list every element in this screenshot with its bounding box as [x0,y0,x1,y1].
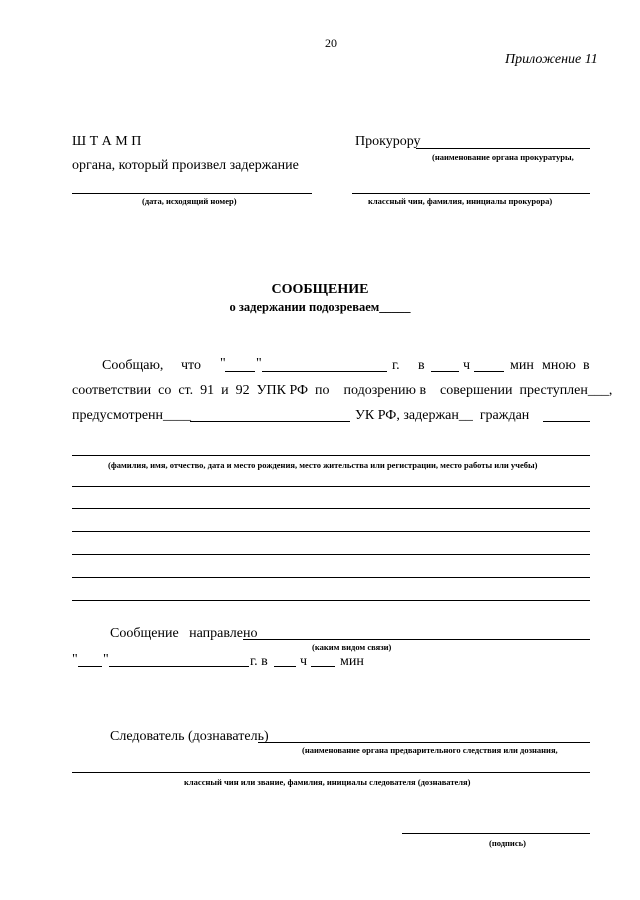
appendix-label: Приложение 11 [505,52,598,67]
prosecutor-caption-name: классный чин, фамилия, инициалы прокурора) [368,196,553,206]
word-v: в [418,358,425,373]
word-soobshchayu: Сообщаю, [102,358,164,373]
stamp-date-line [72,193,312,194]
stamp-title: Ш Т А М П [72,134,142,149]
signature-line[interactable] [402,833,590,834]
word-g: г. [392,358,400,373]
word-v2: в [583,358,590,373]
sent-caption: (каким видом связи) [312,642,392,652]
prosecutor-line [416,148,590,149]
person-line-7[interactable] [72,600,590,601]
sent-ch: ч [300,654,308,669]
person-line-4[interactable] [72,531,590,532]
citizen-suffix-field[interactable] [543,421,590,422]
person-caption: (фамилия, имя, отчество, дата и место рождения, место жительства или регистрации, место работы или учебы) [108,460,538,470]
prosecutor-label: Прокурору [355,134,421,149]
investigator-name-line[interactable] [72,772,590,773]
stamp-caption: (дата, исходящий номер) [142,196,237,206]
body-line-3b: УК РФ, задержан__ граждан [355,408,530,423]
sent-day-field[interactable] [78,666,102,667]
day-field[interactable] [225,371,255,372]
prosecutor-caption-org: (наименование органа прокуратуры, [432,152,574,162]
person-line-2[interactable] [72,486,590,487]
person-line-5[interactable] [72,554,590,555]
word-mnoyu: мною [542,358,576,373]
page-number: 20 [325,36,337,50]
sent-method-field[interactable] [243,639,590,640]
body-line-2: соответствии со ст. 91 и 92 УПК РФ по подозрению в совершении преступлен___, [72,383,613,398]
hour-field[interactable] [431,371,459,372]
person-line-6[interactable] [72,577,590,578]
investigator-caption-name: классный чин или звание, фамилия, инициалы следователя (дознавателя) [184,777,471,787]
document-subtitle: о задержании подозреваем_____ [229,300,411,314]
sent-minute-field[interactable] [311,666,335,667]
investigator-org-field[interactable] [258,742,590,743]
sent-g-v: г. в [250,654,268,669]
article-field[interactable] [190,421,350,422]
document-title: СООБЩЕНИЕ [271,282,369,297]
sent-quote-open: " [72,652,78,667]
quote-close: " [256,356,262,371]
investigator-label: Следователь (дознаватель) [110,729,269,744]
person-line-1[interactable] [72,455,590,456]
minute-field[interactable] [474,371,504,372]
person-line-3[interactable] [72,508,590,509]
body-line-3a: предусмотренн____ [72,408,192,423]
sent-quote-close: " [103,652,109,667]
stamp-subtitle: органа, который произвел задержание [72,158,299,173]
word-min: мин [510,358,534,373]
prosecutor-name-line [352,193,590,194]
sent-month-year-field[interactable] [109,666,249,667]
month-year-field[interactable] [262,371,387,372]
quote-open: " [220,356,226,371]
sent-label: Сообщение направлено [110,626,258,641]
sent-min: мин [340,654,364,669]
word-ch: ч [463,358,471,373]
sent-hour-field[interactable] [274,666,296,667]
signature-caption: (подпись) [489,838,526,848]
word-chto: что [181,358,201,373]
investigator-caption-org: (наименование органа предварительного следствия или дознания, [302,745,558,755]
